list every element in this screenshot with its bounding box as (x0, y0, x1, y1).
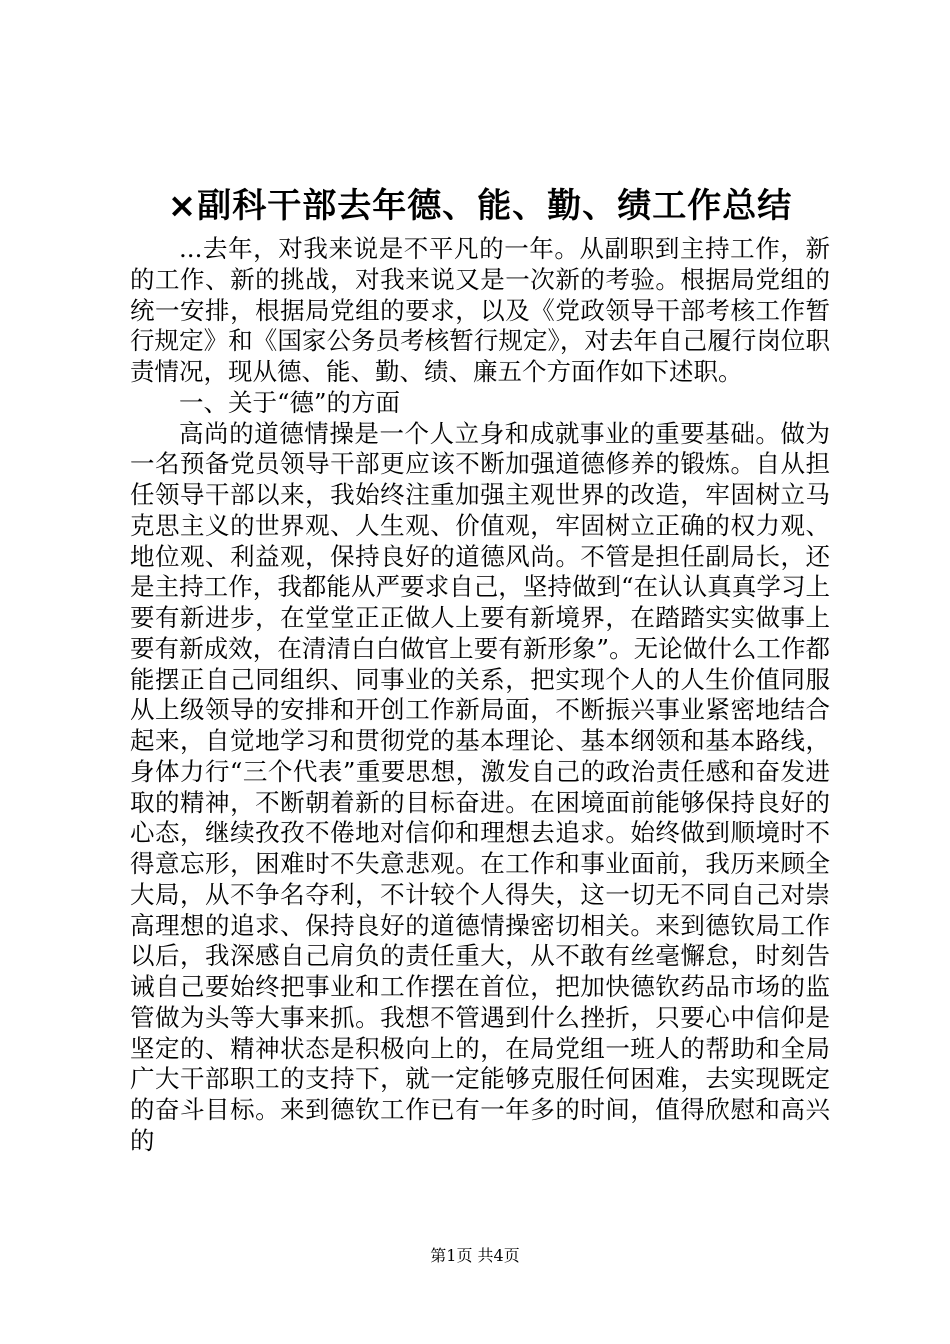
section-de-paragraph: 高尚的道德情操是一个人立身和成就事业的重要基础。做为一名预备党员领导干部更应该不断加强道德修养的锻炼。自从担任领导干部以来，我始终注重加强主观世界的改造，牢固树立马克思主义的世界观、人生观、价值观，牢固树立正确的权力观、地位观、利益观，保持良好的道德风尚。不管是担任副局长，还是主持工作，我都能从严要求自己，坚持做到“在认认真真学习上要有新进步，在堂堂正正做人上要有新境界，在踏踏实实做事上要有新成效，在清清白白做官上要有新形象”。无论做什么工作都能摆正自己同组织、同事业的关系，把实现个人的人生价值同服从上级领导的安排和开创工作新局面，不断振兴事业紧密地结合起来，自觉地学习和贯彻党的基本理论、基本纲领和基本路线，身体力行“三个代表”重要思想，激发自己的政治责任感和奋发进取的精神，不断朝着新的目标奋进。在困境面前能够保持良好的心态，继续孜孜不倦地对信仰和理想去追求。始终做到顺境时不得意忘形，困难时不失意悲观。在工作和事业面前，我历来顾全大局，从不争名夺利，不计较个人得失，这一切无不同自己对崇高理想的追求、保持良好的道德情操密切相关。来到德钦局工作以后，我深感自己肩负的责任重大，从不敢有丝毫懈怠，时刻告诫自己要始终把事业和工作摆在首位，把加快德钦药品市场的监管做为头等大事来抓。我想不管遇到什么挫折，只要心中信仰是坚定的、精神状态是积极向上的，在局党组一班人的帮助和全局广大干部职工的支持下，就一定能够克服任何困难，去实现既定的奋斗目标。来到德钦工作已有一年多的时间，值得欣慰和高兴的 (130, 418, 830, 1155)
document-title: ×副科干部去年德、能、勤、绩工作总结 (167, 186, 793, 226)
document-body (130, 234, 830, 1157)
section-heading-de: 一、关于“德”的方面 (179, 387, 401, 417)
intro-paragraph: ...去年，对我来说是不平凡的一年。从副职到主持工作，新的工作、新的挑战，对我来说又是一次新的考验。根据局党组的统一安排，根据局党组的要求，以及《党政领导干部考核工作暂行规定》和《国家公务员考核暂行规定》，对去年自己履行岗位职责情况，现从德、能、勤、绩、廉五个方面作如下述职。 (130, 234, 830, 386)
page-footer: 第1页 共4页 (430, 1246, 520, 1265)
